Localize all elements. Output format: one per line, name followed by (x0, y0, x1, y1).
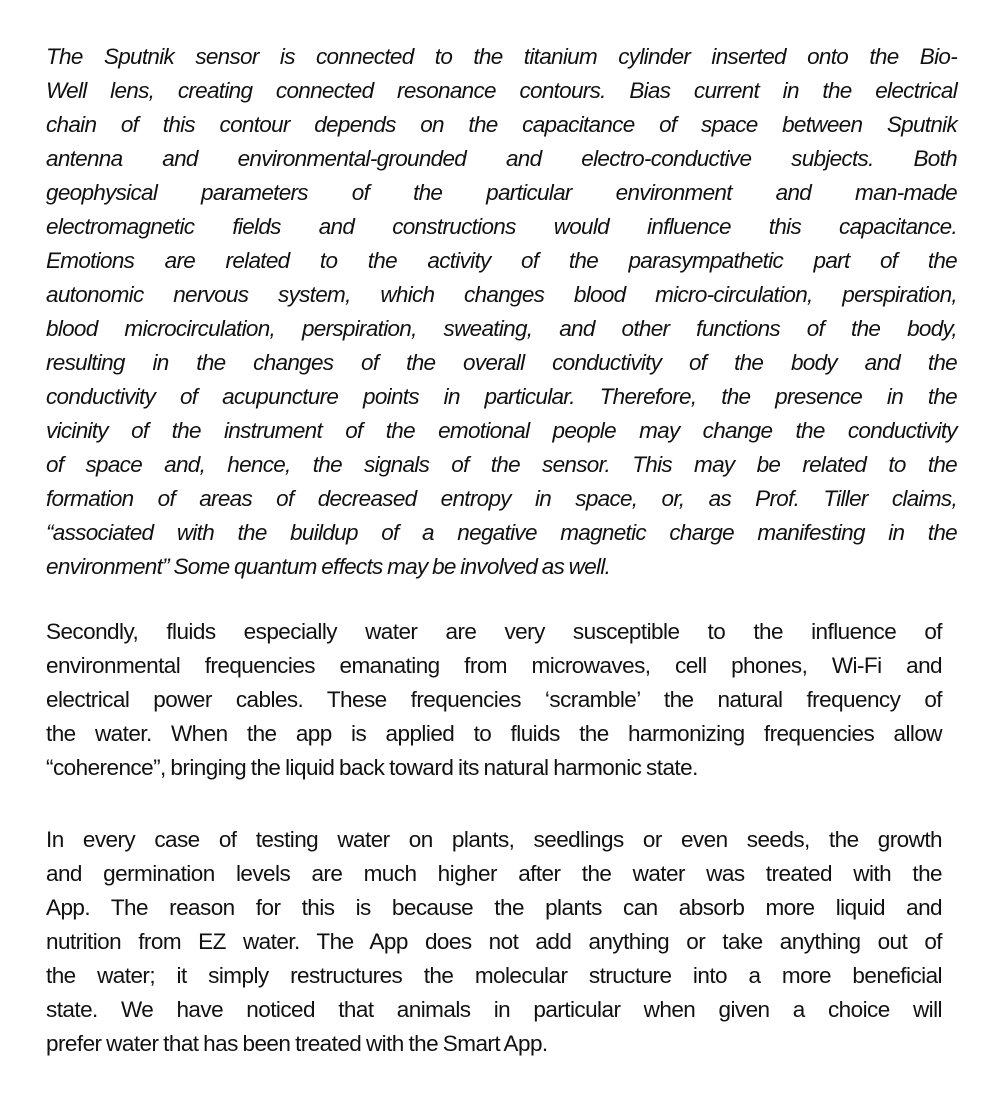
text-line: formation of areas of decreased entropy in space, or, as Prof. Tiller claims, (46, 486, 957, 511)
text-line: electrical power cables. These frequencies ‘scramble’ the natural frequency of (46, 687, 942, 712)
text-line: autonomic nervous system, which changes blood micro-circulation, perspiration, (46, 282, 957, 307)
text-line: and germination levels are much higher after the water was treated with the (46, 861, 942, 886)
paragraph-fluids-water (46, 615, 942, 785)
text-line: environment” Some quantum effects may be involved as well. (46, 554, 611, 579)
text-line: geophysical parameters of the particular environment and man-made (46, 180, 957, 205)
paragraph-sputnik-sensor (46, 40, 957, 584)
text-line: the water; it simply restructures the molecular structure into a more beneficial (46, 963, 942, 988)
text-line: the water. When the app is applied to fluids the harmonizing frequencies allow (46, 721, 942, 746)
text-line: resulting in the changes of the overall conductivity of the body and the (46, 350, 957, 375)
text-line: antenna and environmental-grounded and electro-conductive subjects. Both (46, 146, 957, 171)
text-line: chain of this contour depends on the capacitance of space between Sputnik (46, 112, 957, 137)
text-line: conductivity of acupuncture points in particular. Therefore, the presence in the (46, 384, 957, 409)
text-line: state. We have noticed that animals in particular when given a choice will (46, 997, 942, 1022)
text-line: App. The reason for this is because the plants can absorb more liquid and (46, 895, 942, 920)
text-line: The Sputnik sensor is connected to the titanium cylinder inserted onto the Bio- (46, 44, 957, 69)
text-line: of space and, hence, the signals of the sensor. This may be related to the (46, 452, 957, 477)
text-line: prefer water that has been treated with the Smart App. (46, 1031, 548, 1056)
text-line: vicinity of the instrument of the emotional people may change the conductivity (46, 418, 957, 443)
text-line: Well lens, creating connected resonance contours. Bias current in the electrical (46, 78, 957, 103)
paragraph-plants-testing (46, 823, 942, 1061)
text-line: blood microcirculation, perspiration, sweating, and other functions of the body, (46, 316, 957, 341)
text-line: In every case of testing water on plants, seedlings or even seeds, the growth (46, 827, 942, 852)
text-line: electromagnetic fields and constructions would influence this capacitance. (46, 214, 957, 239)
text-line: environmental frequencies emanating from microwaves, cell phones, Wi-Fi and (46, 653, 942, 678)
text-line: nutrition from EZ water. The App does not add anything or take anything out of (46, 929, 942, 954)
text-line: “coherence”, bringing the liquid back toward its natural harmonic state. (46, 755, 698, 780)
text-line: Emotions are related to the activity of the parasympathetic part of the (46, 248, 957, 273)
text-line: “associated with the buildup of a negative magnetic charge manifesting in the (46, 520, 957, 545)
text-line: Secondly, fluids especially water are very susceptible to the influence of (46, 619, 942, 644)
